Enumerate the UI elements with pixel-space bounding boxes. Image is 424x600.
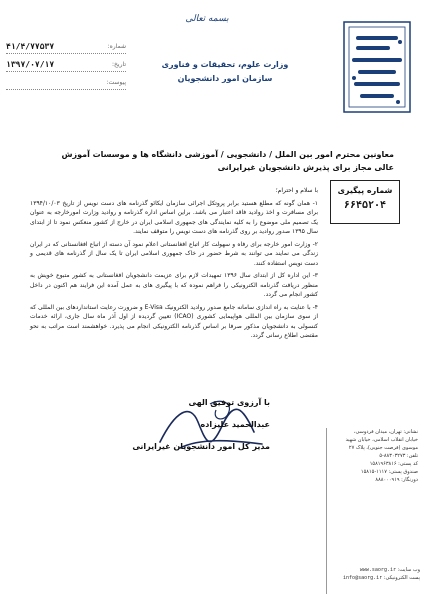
paragraph-1: ۱- همان گونه که مطلع هستید برابر پروتکل اجرائی سازمان ایکائو گذرنامه های دست نویس از تاریخ ۱۳۹۴/۱۰/۰۳ برای مسافرت و اخذ روادید فاقد اعتبار می باشد. براین اساس اداره گذرنامه و روادید وزارت امورخارجه به عنوان یک تصمیم ملی موضوع را به کلیه نمایندگی های جمهوری اسلامی ایران در خارج از کشور منعکس نمود تا از ابتدای سال ۱۳۹۵ صدور روادید بر روی گذرنامه های دست نویس را متوقف نمایند. [30, 199, 318, 235]
greeting: با سلام و احترام؛ [275, 187, 318, 194]
date-value: ۱۳۹۷/۰۷/۱۷ [6, 60, 55, 69]
fax: دورنگار: ۸۸۸۰۰۰۹۱۹ [375, 477, 418, 483]
basmala: بسمه تعالی [185, 14, 229, 24]
address-line-1: نشانی: تهران، میدان فردوسی، [353, 429, 418, 435]
website-link[interactable]: www.saorg.ir [359, 567, 396, 573]
organization-name: سازمان امور دانشجویان [177, 74, 273, 83]
signatory-title: مدیر کل امور دانشجویان غیرایرانی [132, 442, 270, 451]
footer-web [330, 566, 420, 582]
letter-body [30, 186, 318, 344]
footer-divider [326, 428, 327, 594]
number-label: شماره: [107, 43, 126, 50]
ministry-name: وزارت علوم، تحقیقات و فناوری [161, 60, 289, 69]
address-line-2: خیابان انقلاب اسلامی، خیابان شهید [345, 437, 418, 443]
attachment-row [6, 76, 126, 90]
postal-code: کد پستی: ۱۵۸۱۹۶۳۸۱۶ [369, 461, 418, 467]
tracking-box [330, 180, 400, 224]
signature-block [100, 392, 270, 458]
address-line-3: موسوی (فرصت جنوبی)، پلاک ۲۷ [348, 445, 418, 451]
attachment-label: پیوست: [106, 79, 126, 86]
email-label: پست الکترونیکی: [383, 575, 420, 581]
date-label: تاریخ: [112, 61, 126, 68]
ministry-heading [150, 58, 300, 86]
tracking-label: شماره پیگیری [337, 186, 393, 195]
signatory-name: عبدالحمید علیزاده [200, 420, 270, 429]
po-box: صندوق پستی: ۱۱۱۷-۱۵۸۱۵ [360, 469, 418, 475]
closing: با آرزوی توفیق الهی [188, 398, 270, 407]
number-row [6, 40, 126, 54]
phone: تلفن: ۸۸۳۰۳۲۷۳-۵ [379, 453, 418, 459]
paragraph-3: ۳- این اداره کل از ابتدای سال ۱۳۹۶ تمهیدات لازم برای عزیمت دانشجویان افغانستانی به کشور متبوع خویش به منظور دریافت گذرنامه الکترونیکی را فراهم نموده که با پیگیری های به عمل آمده این فرایند هم اکنون در داخل کشور انجام می گردد. [30, 272, 318, 298]
email-link[interactable]: info@saorg.ir [343, 575, 383, 581]
tracking-value: ۶۶۴۵۲۰۴ [343, 200, 387, 211]
website-label: وب سایت: [397, 567, 420, 573]
number-value: ۴۱/۴/۷۷۵۳۷ [6, 42, 55, 51]
paragraph-2: ۲- وزارت امور خارجه برای رفاه و سهولت کار اتباع افغانستانی اعلام نمود آن دسته از اتباع افغانستانی که در ایران زندگی می نمایند می توانند به شرط حضور در خاک جمهوری اسلامی ایران تا یک سال از گذرنامه های قدیمی و دست نویس استفاده کنند. [30, 240, 318, 267]
date-row [6, 58, 126, 72]
letter-subject: معاونین محترم امور بین الملل / دانشجویی / آموزشی دانشگاه ها و موسسات آموزش عالی مجاز برای پذیرش دانشجویان غیرایرانی [61, 150, 394, 172]
paragraph-4: ۴- با عنایت به راه اندازی سامانه جامع صدور روادید الکترونیک E-Visa و ضرورت رعایت استانداردهای بین المللی که از سوی سازمان بین المللی هواپیمایی کشوری (ICAO) تعیین گردیده از اول آذر ماه سال جاری، ارائه خدمات کنسولی به دانشجویان مذکور صرفا بر اساس گذرنامه الکترونیکی انجام می پذیرد. خواهشمند است مراتب به نحو مقتضی اطلاع رسانی گردد. [30, 303, 319, 339]
reference-block [6, 40, 126, 94]
footer-address [332, 428, 418, 484]
organization-logo [340, 18, 414, 116]
